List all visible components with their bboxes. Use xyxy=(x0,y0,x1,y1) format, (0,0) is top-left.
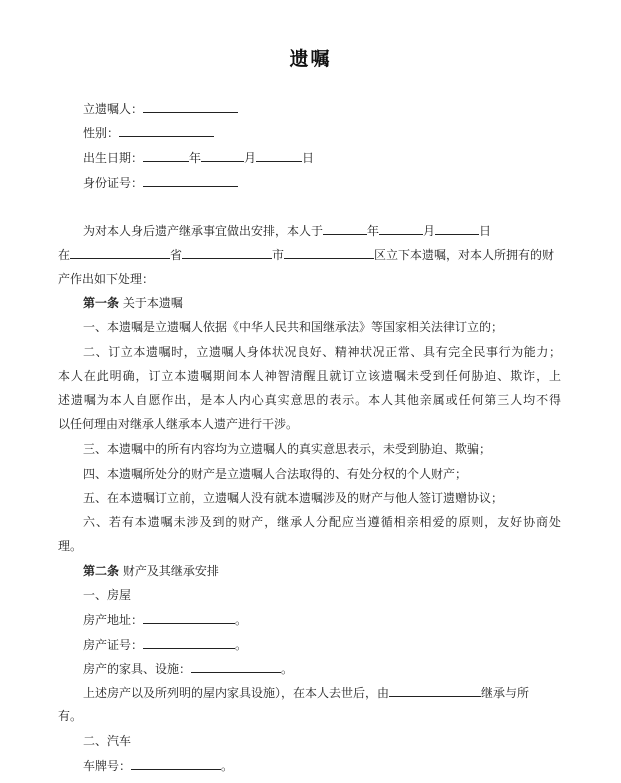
testator-blank xyxy=(143,100,238,113)
house-inherit-text-end: 继承与所 xyxy=(481,686,530,700)
article-1-clause-4: 四、本遗嘱所处分的财产是立遗嘱人合法取得的、有处分权的个人财产； xyxy=(83,467,468,481)
preamble-line-1 xyxy=(83,222,491,239)
house-furniture-blank xyxy=(191,660,281,673)
birth-year-label: 年 xyxy=(189,151,202,165)
house-cert-blank xyxy=(143,636,235,649)
car-plate-label: 车牌号： xyxy=(83,759,132,773)
car-plate-period: 。 xyxy=(221,759,234,773)
preamble-year-label: 年 xyxy=(367,224,380,238)
document-title: 遗嘱 xyxy=(289,48,332,70)
preamble-day-blank xyxy=(435,222,479,235)
house-furniture-period: 。 xyxy=(281,662,294,676)
city-label: 市 xyxy=(272,248,285,262)
birth-month-label: 月 xyxy=(244,151,257,165)
city-blank xyxy=(182,246,272,259)
house-address-field xyxy=(83,611,247,628)
house-cert-field xyxy=(83,636,247,653)
article-1-clause-6-line-1: 六、若有本遗嘱未涉及到的财产，继承人分配应当遵循相亲相爱的原则，友好协商处 xyxy=(83,515,561,529)
house-furniture-label: 房产的家具、设施： xyxy=(83,662,192,676)
article-1-heading xyxy=(83,295,183,311)
car-section-title: 二、汽车 xyxy=(83,734,132,748)
article-1-clause-3: 三、本遗嘱中的所有内容均为立遗嘱人的真实意思表示，未受到胁迫、欺骗； xyxy=(83,442,492,456)
house-inherit-line-1 xyxy=(83,684,529,701)
district-blank xyxy=(284,246,374,259)
article-1-clause-5: 五、在本遗嘱订立前，立遗嘱人没有就本遗嘱涉及的财产与他人签订遗赠协议； xyxy=(83,491,504,505)
house-address-label: 房产地址： xyxy=(83,613,144,627)
gender-blank xyxy=(119,124,214,137)
province-label: 省 xyxy=(170,248,183,262)
birth-day-blank xyxy=(256,149,302,162)
article-1-number: 第一条 xyxy=(83,296,120,310)
house-furniture-field xyxy=(83,660,293,677)
birth-day-label: 日 xyxy=(302,151,315,165)
preamble-month-label: 月 xyxy=(423,224,436,238)
house-address-blank xyxy=(143,611,235,624)
preamble-text: 为对本人身后遗产继承事宜做出安排，本人于 xyxy=(83,224,324,238)
preamble-day-label: 日 xyxy=(479,224,492,238)
id-label: 身份证号： xyxy=(83,176,144,190)
car-plate-blank xyxy=(131,757,221,770)
article-1-clause-1: 一、本遗嘱是立遗嘱人依据《中华人民共和国继承法》等国家相关法律订立的； xyxy=(83,320,504,334)
house-cert-label: 房产证号： xyxy=(83,638,144,652)
province-blank xyxy=(70,246,170,259)
preamble-month-blank xyxy=(379,222,423,235)
article-1-clause-2-line-3: 述遗嘱为本人自愿作出，是本人内心真实意思的表示。本人其他亲属或任何第三人均不得 xyxy=(58,393,561,407)
birth-year-blank xyxy=(143,149,189,162)
house-section-title: 一、房屋 xyxy=(83,588,132,602)
birth-month-blank xyxy=(201,149,244,162)
house-heir-blank xyxy=(389,684,481,697)
gender-label: 性别： xyxy=(83,126,120,140)
preamble-line-2 xyxy=(58,246,554,263)
id-blank xyxy=(143,174,238,187)
gender-field xyxy=(83,124,214,141)
article-2-heading xyxy=(83,563,219,579)
article-2-title: 财产及其继承安排 xyxy=(119,564,219,578)
preamble-in-label: 在 xyxy=(58,248,71,262)
article-2-number: 第二条 xyxy=(83,564,120,578)
birth-date-field xyxy=(83,149,314,166)
preamble-line-2-text: 区立下本遗嘱，对本人所拥有的财 xyxy=(374,248,555,262)
house-inherit-text: 上述房产以及所列明的屋内家具设施），在本人去世后，由 xyxy=(83,686,390,700)
preamble-line-3: 产作出如下处理： xyxy=(58,272,155,286)
car-plate-field xyxy=(83,757,233,774)
article-1-clause-2-line-1: 二、订立本遗嘱时，立遗嘱人身体状况良好、精神状况正常、具有完全民事行为能力； xyxy=(83,345,561,359)
testator-field xyxy=(83,100,238,117)
testator-label: 立遗嘱人： xyxy=(83,102,144,116)
article-1-clause-2-line-2: 本人在此明确，订立本遗嘱期间本人神智清醒且就订立该遗嘱未受到任何胁迫、欺诈，上 xyxy=(58,369,561,383)
birth-label: 出生日期： xyxy=(83,151,144,165)
id-number-field xyxy=(83,174,238,191)
house-address-period: 。 xyxy=(235,613,248,627)
house-cert-period: 。 xyxy=(235,638,248,652)
preamble-year-blank xyxy=(323,222,367,235)
article-1-clause-2-line-4: 以任何理由对继承人继承本人遗产进行干涉。 xyxy=(58,417,299,431)
article-1-title: 关于本遗嘱 xyxy=(119,296,183,310)
house-inherit-line-2: 有。 xyxy=(58,709,83,723)
article-1-clause-6-line-2: 理。 xyxy=(58,539,83,553)
